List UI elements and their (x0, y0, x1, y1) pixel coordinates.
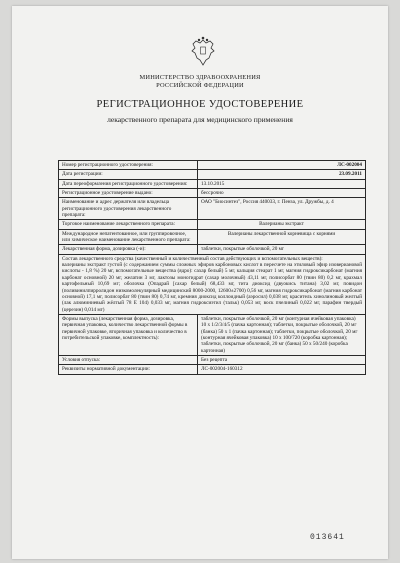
ministry-line-2: РОССИЙСКОЙ ФЕДЕРАЦИИ (156, 82, 244, 89)
row-regulatory (59, 365, 366, 374)
trade-name-value: Валерианы экстракт (198, 220, 366, 229)
reissue-date-label: Дата переоформления регистрационного удостоверения: (59, 179, 198, 188)
reg-date-label: Дата регистрации: (59, 170, 198, 179)
regulatory-value: ЛС-002004-160312 (198, 365, 366, 374)
holder-label: Наименование и адрес держателя или владельца регистрационного удостоверения лекарственного препарата: (59, 198, 198, 220)
reissue-date-value: 13.10.2015 (198, 179, 366, 188)
packaging-value: таблетки, покрытые оболочкой, 20 мг (контурная ячейковая упаковка) 10 х 1/2/3/4/5 (пачка картонная); таблетки, покрытые оболочкой, 20 мг (банка) 50 х 1 (пачка картонная); таблетки, покрытые оболочкой, 20 мг (контурная ячейковая упаковка) 10 х 100/720 (коробка картонная); таблетки, покрытые оболочкой, 20 мг (банка) 50 х 50/240 (коробка картонная) (198, 314, 366, 355)
reg-number-value: ЛС-002004 (198, 161, 366, 170)
row-reissue-date (59, 179, 366, 188)
inn-value: Валерианы лекарственной корневища с корнями (198, 229, 366, 245)
document-subtitle: лекарственного препарата для медицинского применения (107, 115, 293, 124)
emblem-icon (188, 36, 218, 68)
packaging-label: Формы выпуска (лекарственная форма, дозировка, первичная упаковка, количество лекарственной формы в первичной упаковке, вторичная упаковка и количество в потребительской упаковке, комплектность): (59, 314, 198, 355)
reg-date-value: 23.09.2011 (198, 170, 366, 179)
holder-value: ОАО "Биосинтез", Россия 440033, г. Пенза, ул. Дружбы, д. 4 (198, 198, 366, 220)
row-holder (59, 198, 366, 220)
dispensing-label: Условия отпуска: (59, 355, 198, 364)
composition-heading: Состав лекарственного средства (качественный и количественный состав действующих и вспомогательных веществ): (62, 255, 323, 262)
issued-for-label: Регистрационное удостоверение выдано: (59, 189, 198, 198)
row-dispensing (59, 355, 366, 364)
row-reg-number (59, 161, 366, 170)
serial-stamp: 013641 (310, 533, 345, 542)
trade-name-label: Торговое наименование лекарственного препарата: (59, 220, 198, 229)
row-inn (59, 229, 366, 245)
ministry-line-1: МИНИСТЕРСТВО ЗДРАВООХРАНЕНИЯ (139, 74, 261, 81)
issued-for-value: бессрочно (198, 189, 366, 198)
inn-label: Международное непатентованное, или группировочное, или химическое наименование лекарственного препарата: (59, 229, 198, 245)
certificate-sheet (12, 6, 388, 559)
row-trade-name (59, 220, 366, 229)
registration-table (58, 160, 366, 375)
document-title: РЕГИСТРАЦИОННОЕ УДОСТОВЕРЕНИЕ (96, 99, 304, 110)
row-issued-for (59, 189, 366, 198)
dosage-form-label: Лекарственная форма, дозировка (-и): (59, 245, 198, 254)
composition-text: валерианы экстракт густой (с содержанием суммы сложных эфиров карбоновых кислот в пересчете на этиловый эфир изовериановой кислоты - 1,8 %) 20 мг, вспомогательные вещества (ядро): сахар белый) 5 мг, кальция стеарат 1 мг, магния гидроксикарбонат (магния карбонат основной) 20 мг, желатин 3 мг, лактозы моногидрат (сахар молочный) 43,11 мг, полисорбат 80 (твин 80) 0,2 мг, крахмал картофельный 10,69 мг; оболочка (Опадрай [сахар белый) 68,433 мг, тита диоксид (двуокись титана) 3,02 мг, повидон (поливинилпирролидон низкомолекулярный медицинский 8000-2000, 12600±2700) 0,56 мг, магния гидроксикарбонат (магния карбонат основной) 17,1 мг, полисорбат 80 (твин 80) 0,74 мг, кремния диоксид коллоидный (аэросил) 0,038 мг, краситель хинолиновый желтый (лак алюминиевый жёлтый 78 Е 104) 0,033 мг, магния гидроксиэтил (тальк) 0,053 мг, воск пчелиный 0,022 мг, парафин твердый (церезин) 0,014 мг) (62, 262, 362, 313)
regulatory-label: Реквизиты нормативной документации: (59, 365, 198, 374)
row-dosage-form (59, 245, 366, 254)
reg-number-label: Номер регистрационного удостоверения: (59, 161, 198, 170)
dispensing-value: Без рецепта (198, 355, 366, 364)
row-reg-date (59, 170, 366, 179)
row-composition (59, 254, 366, 314)
row-packaging (59, 314, 366, 355)
dosage-form-value: таблетки, покрытые оболочкой, 20 мг (198, 245, 366, 254)
composition-cell (59, 254, 366, 314)
